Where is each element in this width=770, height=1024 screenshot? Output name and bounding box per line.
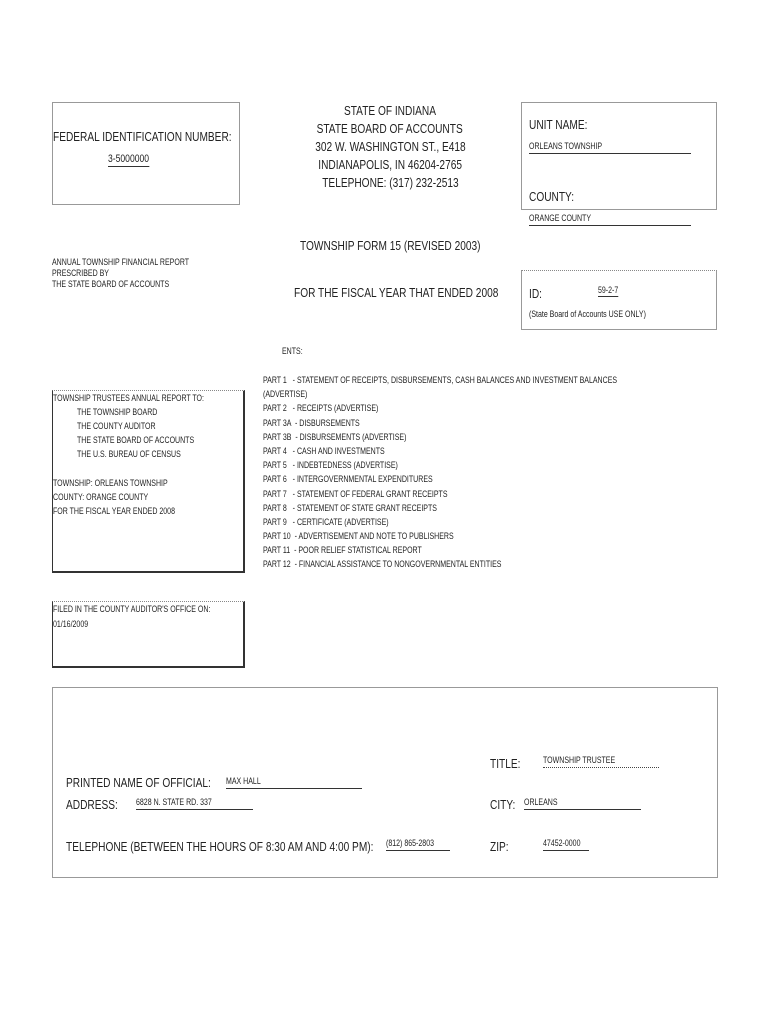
- report-desc-line-1: ANNUAL TOWNSHIP FINANCIAL REPORT: [52, 257, 190, 267]
- trustee-fiscal-year: FOR THE FISCAL YEAR ENDED 2008: [53, 506, 175, 516]
- part-item: (ADVERTISE): [263, 389, 308, 400]
- recipient-item: THE U.S. BUREAU OF CENSUS: [77, 449, 181, 459]
- zip-label: ZIP:: [490, 839, 509, 854]
- county-value: ORANGE COUNTY: [529, 213, 691, 226]
- recipient-item: THE COUNTY AUDITOR: [77, 421, 156, 431]
- report-description: [52, 257, 228, 290]
- parts-list: [263, 375, 717, 574]
- id-box: [521, 270, 717, 330]
- part-item: PART 10 - ADVERTISEMENT AND NOTE TO PUBLISHERS: [263, 531, 454, 542]
- agency-line-5: TELEPHONE: (317) 232-2513: [321, 175, 459, 190]
- trustee-title: TOWNSHIP TRUSTEES ANNUAL REPORT TO:: [53, 393, 204, 403]
- part-item: PART 6 - INTERGOVERNMENTAL EXPENDITURES: [263, 474, 433, 485]
- trustee-township: TOWNSHIP: ORLEANS TOWNSHIP: [53, 478, 168, 488]
- part-item: PART 3A - DISBURSEMENTS: [263, 417, 360, 428]
- fiscal-year-title: FOR THE FISCAL YEAR THAT ENDED 2008: [294, 285, 499, 300]
- id-note: (State Board of Accounts USE ONLY): [529, 309, 646, 319]
- part-item: PART 7 - STATEMENT OF FEDERAL GRANT RECEIPTS: [263, 488, 448, 499]
- id-value: 59-2-7: [598, 285, 619, 295]
- part-item: PART 3B - DISBURSEMENTS (ADVERTISE): [263, 431, 407, 442]
- filed-date: 01/16/2009: [53, 619, 89, 629]
- recipient-item: THE TOWNSHIP BOARD: [77, 407, 158, 417]
- fein-label: FEDERAL IDENTIFICATION NUMBER:: [53, 129, 232, 144]
- title-label: TITLE:: [490, 756, 521, 771]
- trustee-county: COUNTY: ORANGE COUNTY: [53, 492, 149, 502]
- recipient-item: THE STATE BOARD OF ACCOUNTS: [77, 435, 195, 445]
- telephone-label: TELEPHONE (BETWEEN THE HOURS OF 8:30 AM AND 4:00 PM):: [66, 839, 374, 854]
- form-title: TOWNSHIP FORM 15 (REVISED 2003): [300, 238, 481, 253]
- address-label: ADDRESS:: [66, 797, 118, 812]
- official-name-label: PRINTED NAME OF OFFICIAL:: [66, 775, 211, 790]
- contents-label: ENTS:: [282, 346, 303, 356]
- part-item: PART 9 - CERTIFICATE (ADVERTISE): [263, 516, 389, 527]
- part-item: PART 2 - RECEIPTS (ADVERTISE): [263, 403, 379, 414]
- unit-name-label: UNIT NAME:: [529, 117, 588, 132]
- telephone-value: (812) 865-2803: [386, 838, 450, 851]
- city-value: ORLEANS: [524, 797, 641, 810]
- report-desc-line-2: PRESCRIBED BY: [52, 268, 109, 278]
- agency-address: [270, 102, 510, 192]
- zip-value: 47452-0000: [543, 838, 589, 851]
- report-desc-line-3: THE STATE BOARD OF ACCOUNTS: [52, 279, 170, 289]
- part-item: PART 8 - STATEMENT OF STATE GRANT RECEIPTS: [263, 502, 437, 513]
- agency-line-4: INDIANAPOLIS, IN 46204-2765: [318, 157, 462, 172]
- agency-line-3: 302 W. WASHINGTON ST., E418: [314, 139, 466, 154]
- title-value: TOWNSHIP TRUSTEE: [543, 755, 659, 768]
- part-item: PART 4 - CASH AND INVESTMENTS: [263, 445, 385, 456]
- filed-label: FILED IN THE COUNTY AUDITOR'S OFFICE ON:: [53, 604, 211, 614]
- agency-line-2: STATE BOARD OF ACCOUNTS: [316, 121, 464, 136]
- unit-name-value: ORLEANS TOWNSHIP: [529, 141, 691, 154]
- address-value: 6828 N. STATE RD. 337: [136, 797, 253, 810]
- part-item: PART 11 - POOR RELIEF STATISTICAL REPORT: [263, 545, 422, 556]
- part-item: PART 1 - STATEMENT OF RECEIPTS, DISBURSEMENTS, CASH BALANCES AND INVESTMENT BALANCES: [263, 375, 618, 385]
- id-label: ID:: [529, 286, 542, 301]
- city-label: CITY:: [490, 797, 516, 812]
- fein-value: 3-5000000: [108, 153, 150, 165]
- official-name-value: MAX HALL: [226, 776, 362, 789]
- trustee-report-content: [53, 393, 247, 520]
- county-label: COUNTY:: [529, 189, 575, 204]
- part-item: PART 5 - INDEBTEDNESS (ADVERTISE): [263, 460, 398, 471]
- part-item: PART 12 - FINANCIAL ASSISTANCE TO NONGOVERNMENTAL ENTITIES: [263, 559, 502, 570]
- agency-line-1: STATE OF INDIANA: [343, 103, 437, 118]
